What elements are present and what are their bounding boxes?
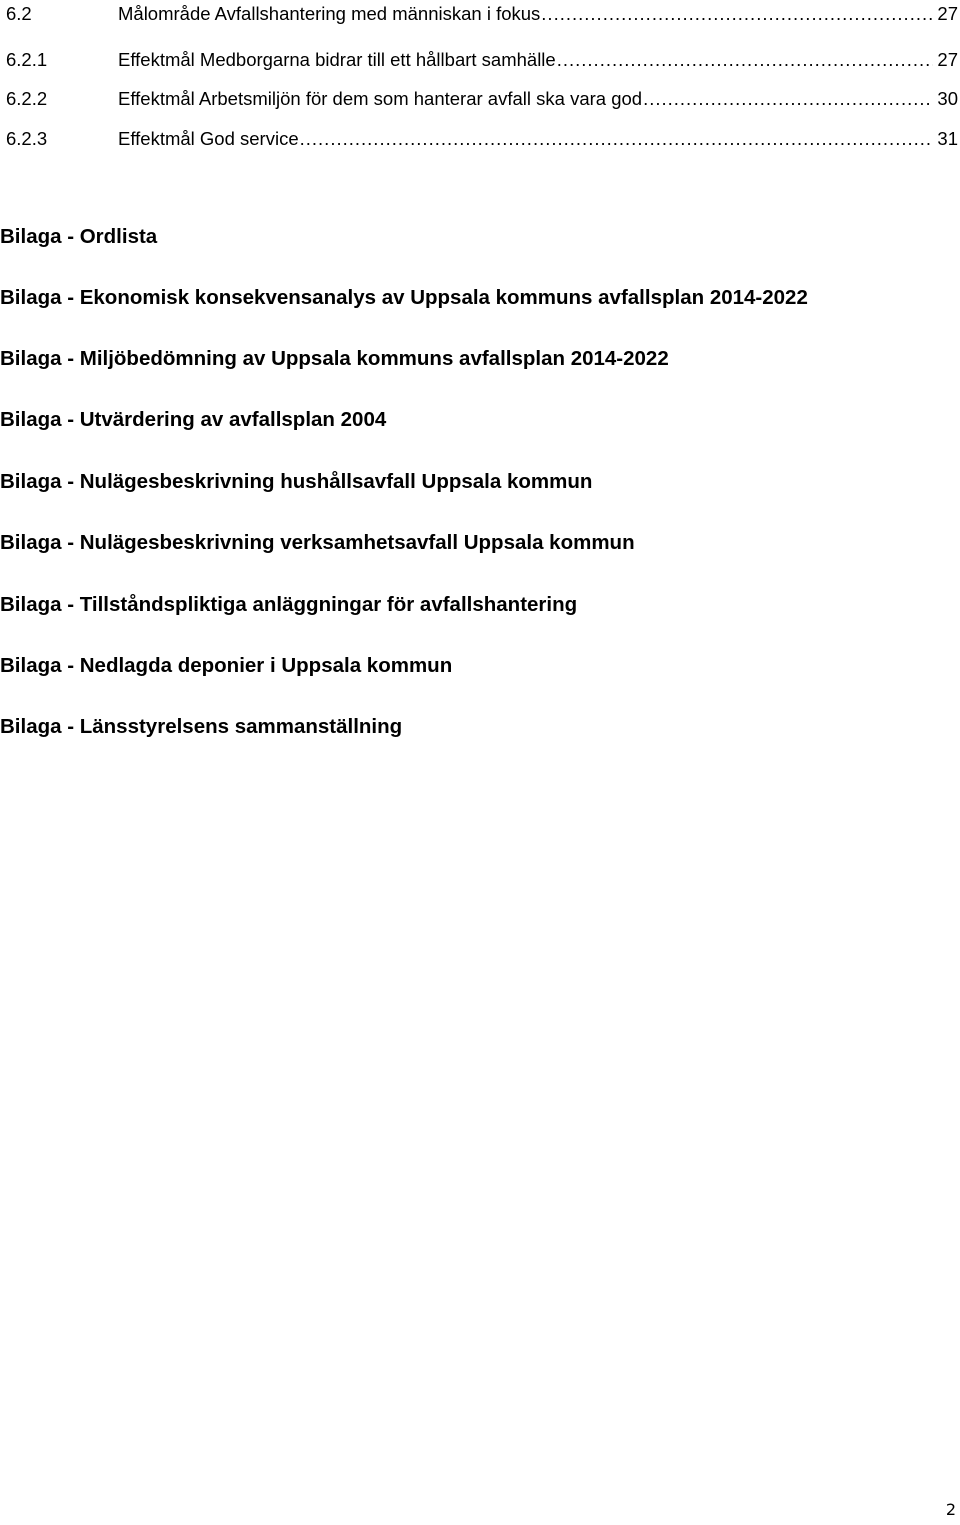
toc-leader-dots: [300, 126, 934, 152]
toc-leader-dots: [643, 86, 933, 112]
toc-entry-page: 27: [937, 49, 958, 70]
toc-entry[interactable]: [6, 86, 960, 112]
toc-leader-dots: [541, 1, 933, 27]
toc-entry-page: 30: [937, 88, 958, 109]
toc-entry[interactable]: [6, 1, 960, 27]
toc-entry-page: 27: [937, 3, 958, 24]
toc-entry[interactable]: [6, 47, 960, 73]
toc-leader-dots: [557, 47, 934, 73]
toc-entry-number: 6.2.1: [6, 49, 48, 70]
toc-entry-page: 31: [937, 128, 958, 149]
appendix-ekonomisk-konsekvensanalys: Bilaga - Ekonomisk konsekvensanalys av Uppsala kommuns avfallsplan 2014-2022: [0, 286, 808, 309]
appendix-nulage-verksamhetsavfall: Bilaga - Nulägesbeskrivning verksamhetsavfall Uppsala kommun: [0, 531, 635, 554]
appendix-miljobedomning: Bilaga - Miljöbedömning av Uppsala kommuns avfallsplan 2014-2022: [0, 347, 669, 370]
appendix-utvardering: Bilaga - Utvärdering av avfallsplan 2004: [0, 408, 387, 431]
appendix-nedlagda-deponier: Bilaga - Nedlagda deponier i Uppsala kommun: [0, 654, 453, 677]
toc-entry-title: Effektmål Arbetsmiljön för dem som hanterar avfall ska vara god: [118, 86, 642, 112]
toc-entry-title: Målområde Avfallshantering med människan i fokus: [118, 1, 540, 27]
toc-entry-number: 6.2.3: [6, 128, 48, 149]
toc-entry-title: Effektmål God service: [118, 126, 299, 152]
toc-entry-title: Effektmål Medborgarna bidrar till ett hållbart samhälle: [118, 47, 556, 73]
appendix-nulage-hushallsavfall: Bilaga - Nulägesbeskrivning hushållsavfall Uppsala kommun: [0, 470, 593, 493]
appendix-lansstyrelsen: Bilaga - Länsstyrelsens sammanställning: [0, 715, 403, 738]
appendix-ordlista: Bilaga - Ordlista: [0, 225, 158, 248]
toc-entry-number: 6.2.2: [6, 88, 48, 109]
appendix-tillstandspliktiga: Bilaga - Tillståndspliktiga anläggningar för avfallshantering: [0, 593, 578, 616]
toc-entry[interactable]: [6, 126, 960, 152]
toc-entry-number: 6.2: [6, 3, 32, 24]
page-number: 2: [945, 1500, 956, 1519]
